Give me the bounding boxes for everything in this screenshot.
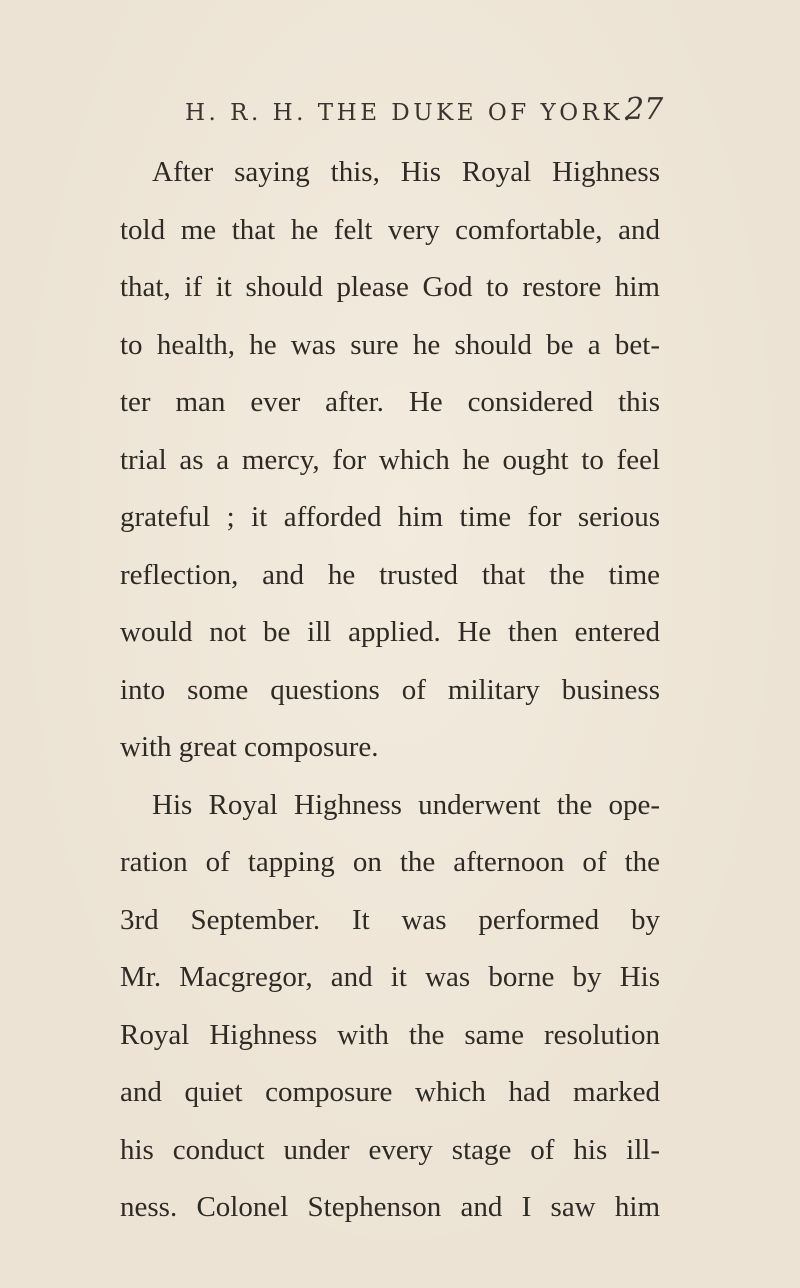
text-line: that, if it should please God to restore him: [120, 271, 660, 303]
text-line: His Royal Highness underwent the ope-: [152, 788, 660, 821]
text-line: Royal Highness with the same resolution: [120, 1018, 660, 1051]
text-line: trial as a mercy, for which he ought to feel: [120, 443, 660, 476]
body-text: [120, 144, 660, 1237]
text-line: and quiet composure which had marked: [120, 1076, 660, 1108]
text-line: would not be ill applied. He then entered: [120, 616, 660, 648]
text-line: ration of tapping on the afternoon of the: [120, 846, 660, 878]
text-line: into some questions of military business: [120, 673, 660, 706]
text-line: to health, he was sure he should be a bet-: [120, 328, 660, 361]
text-line: reflection, and he trusted that the time: [120, 558, 660, 591]
text-line: grateful ; it afforded him time for serious: [120, 501, 660, 533]
running-head-title: H. R. H. THE DUKE OF YORK.: [185, 100, 634, 126]
text-line: After saying this, His Royal Highness: [152, 156, 660, 188]
text-line: ness. Colonel Stephenson and I saw him: [120, 1191, 660, 1223]
text-line: his conduct under every stage of his ill-: [120, 1133, 660, 1166]
text-line: ter man ever after. He considered this: [120, 386, 660, 418]
text-line: with great composure.: [120, 731, 379, 763]
text-line: Mr. Macgregor, and it was borne by His: [120, 961, 660, 993]
running-head: [185, 92, 705, 140]
text-line: 3rd September. It was performed by: [120, 903, 660, 936]
page-number: 27: [625, 92, 664, 127]
text-line: told me that he felt very comfortable, and: [120, 213, 660, 246]
